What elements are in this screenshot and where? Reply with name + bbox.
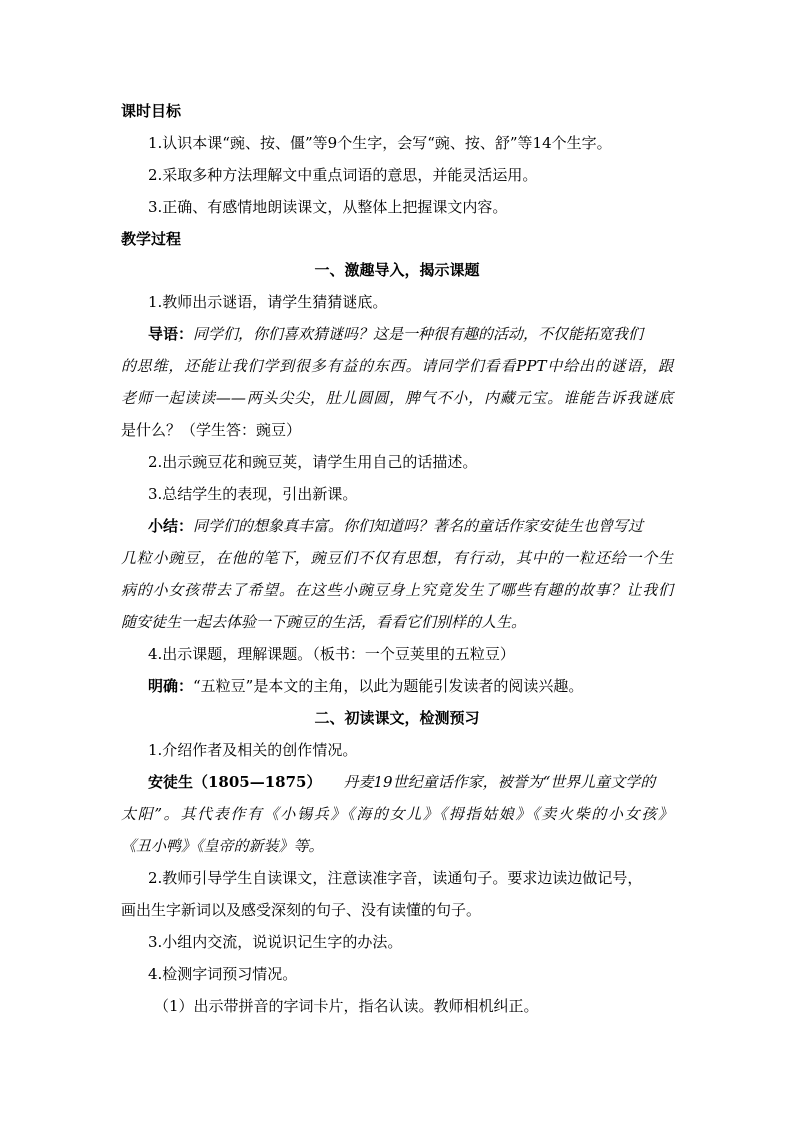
goal-1: 1.认识本课“豌、按、僵”等9个生字，会写“豌、按、舒”等14个生字。 bbox=[148, 134, 612, 152]
intro-line-3: 老师一起读读——两头尖尖，肚儿圆圆，脾气不小，内藏元宝。谁能告诉我谜底 bbox=[121, 389, 673, 407]
summary-line-2: 几粒小豌豆，在他的笔下，豌豆们不仅有思想，有行动，其中的一粒还给一个生 bbox=[121, 549, 673, 567]
s2-item-2-line-1: 2.教师引导学生自读课文，注意读准字音，读通句子。要求边读边做记号， bbox=[148, 869, 643, 887]
author-line-1 bbox=[148, 772, 655, 792]
summary-text-1: 同学们的想象真丰富。你们知道吗？著名的童话作家安徒生也曾写过 bbox=[193, 517, 644, 535]
clarify-line bbox=[148, 676, 583, 696]
author-line-3: 《丑小鸭》《皇帝的新装》等。 bbox=[121, 837, 324, 855]
author-label: 安徒生（1805—1875） bbox=[148, 773, 322, 791]
s1-item-1: 1.教师出示谜语，请学生猜猜谜底。 bbox=[148, 293, 388, 311]
s1-item-3: 3.总结学生的表现，引出新课。 bbox=[148, 485, 358, 503]
s2-item-3: 3.小组内交流，说说识记生字的办法。 bbox=[148, 933, 403, 951]
intro-text-1: 同学们，你们喜欢猜谜吗？这是一种很有趣的活动，不仅能拓宽我们 bbox=[193, 325, 644, 343]
author-line-2: 太阳”。其代表作有《小锡兵》《海的女儿》《拇指姑娘》《卖火柴的小女孩》 bbox=[121, 805, 673, 823]
intro-line-2: 的思维，还能让我们学到很多有益的东西。请同学们看看PPT中给出的谜语，跟 bbox=[121, 357, 673, 375]
s2-item-4: 4.检测字词预习情况。 bbox=[148, 965, 298, 983]
goal-2: 2.采取多种方法理解文中重点词语的意思，并能灵活运用。 bbox=[148, 166, 538, 184]
s1-item-2: 2.出示豌豆花和豌豆荚，请学生用自己的话描述。 bbox=[148, 453, 478, 471]
section-1-title: 一、激趣导入，揭示课题 bbox=[314, 261, 480, 279]
clarify-text: “五粒豆”是本文的主角，以此为题能引发读者的阅读兴趣。 bbox=[193, 677, 584, 695]
intro-line-4: 是什么？（学生答：豌豆） bbox=[121, 421, 302, 439]
summary-line-4: 随安徒生一起去体验一下豌豆的生活，看看它们别样的人生。 bbox=[121, 613, 527, 631]
summary-label: 小结： bbox=[148, 517, 194, 535]
s2-item-1: 1.介绍作者及相关的创作情况。 bbox=[148, 741, 358, 759]
heading-lesson-goals: 课时目标 bbox=[121, 102, 182, 120]
summary-line-1 bbox=[148, 516, 643, 536]
heading-teaching-process: 教学过程 bbox=[121, 230, 182, 248]
s2-item-4-sub-1: （1）出示带拼音的字词卡片，指名认读。教师相机纠正。 bbox=[154, 997, 539, 1015]
summary-line-3: 病的小女孩带去了希望。在这些小豌豆身上究竟发生了哪些有趣的故事？让我们 bbox=[121, 581, 673, 599]
intro-line-1 bbox=[148, 324, 643, 344]
s2-item-2-line-2: 画出生字新词以及感受深刻的句子、没有读懂的句子。 bbox=[121, 901, 482, 919]
author-text-1: 丹麦19世纪童话作家，被誉为“世界儿童文学的 bbox=[343, 773, 656, 791]
clarify-label: 明确： bbox=[148, 677, 194, 695]
section-2-title: 二、初读课文，检测预习 bbox=[314, 709, 480, 727]
intro-label: 导语： bbox=[148, 325, 194, 343]
s1-item-4: 4.出示课题，理解课题。（板书：一个豆荚里的五粒豆） bbox=[148, 645, 515, 663]
goal-3: 3.正确、有感情地朗读课文，从整体上把握课文内容。 bbox=[148, 198, 508, 216]
